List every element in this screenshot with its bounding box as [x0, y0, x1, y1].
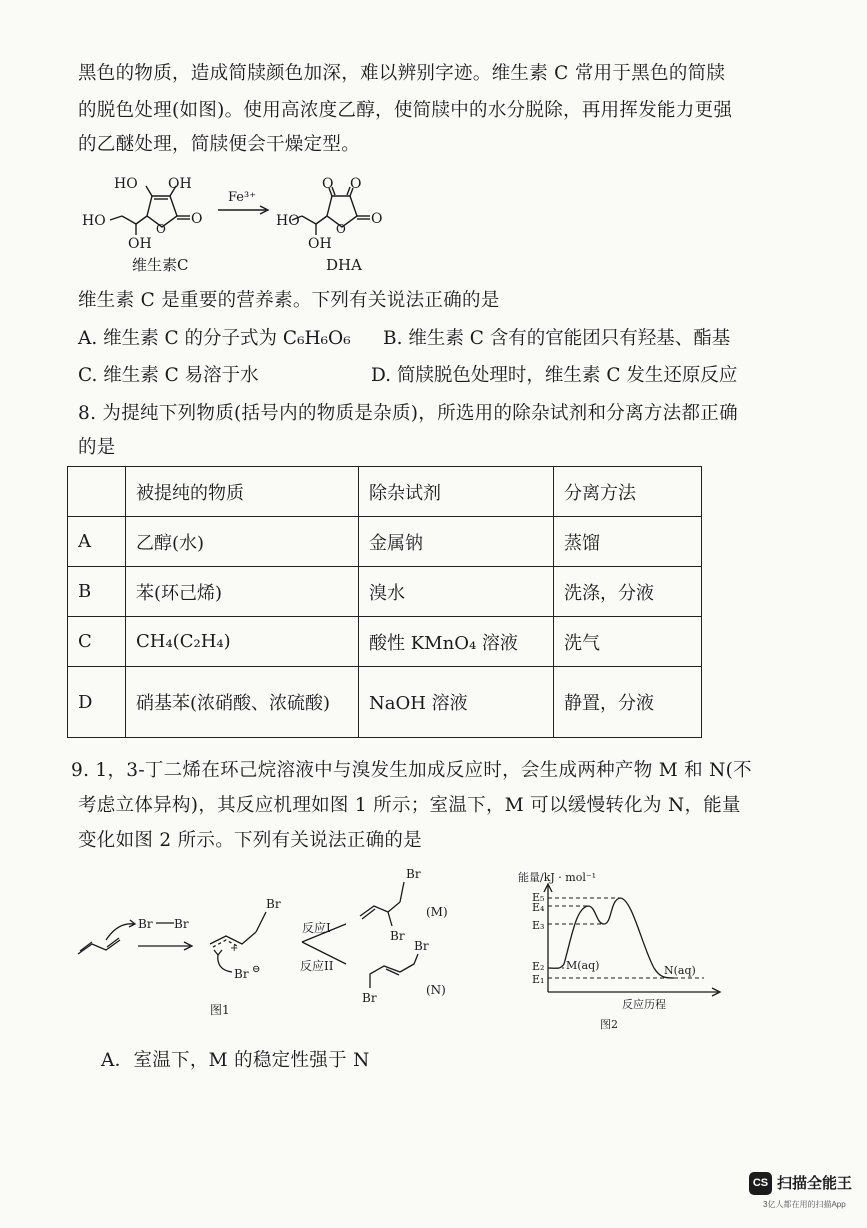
fig1-reaction-1: 反应I	[302, 921, 331, 935]
fig2-level-e4: E₄	[532, 901, 545, 914]
table-cell: 蒸馏	[554, 517, 702, 567]
fig1-br-2: Br	[174, 917, 189, 931]
q9-option-a: A．室温下，M 的稳定性强于 N	[101, 1050, 370, 1071]
table-cell: 酸性 KMnO₄ 溶液	[359, 617, 554, 667]
vc-oh-bottom: OH	[128, 236, 152, 252]
fig1-n-br-bottom: Br	[362, 991, 377, 1005]
table-cell: A	[68, 517, 126, 567]
fig1-reaction-2: 反应II	[300, 959, 334, 973]
fig2-level-e5: E₅	[532, 891, 545, 904]
dha-o-ring: O	[336, 222, 346, 236]
figure-1-mechanism	[70, 862, 470, 1028]
fig1-n-label: (N)	[426, 983, 446, 997]
table-cell: 溴水	[359, 567, 554, 617]
table-cell: 静置，分液	[554, 667, 702, 738]
fig1-br-1: Br	[138, 917, 153, 931]
table-row	[68, 567, 702, 617]
vc-o-carbonyl: O	[191, 211, 203, 227]
table-cell: 金属钠	[359, 517, 554, 567]
q9-stem-1: 9. 1，3-丁二烯在环己烷溶液中与溴发生加成反应时，会生成两种产物 M 和 N(不	[71, 760, 752, 781]
q7-stem: 维生素 C 是重要的营养素。下列有关说法正确的是	[78, 290, 500, 311]
fig2-caption: 图2	[600, 1018, 618, 1031]
dha-o2: O	[350, 176, 362, 192]
fig2-level-e2: E₂	[532, 960, 545, 973]
label-dha: DHA	[326, 256, 362, 274]
dha-o-carbonyl: O	[371, 211, 383, 227]
scanner-watermark	[749, 1168, 859, 1218]
fig2-n-label: N(aq)	[664, 964, 696, 977]
table-cell: C	[68, 617, 126, 667]
intro-line-2: 的脱色处理(如图)。使用高浓度乙醇，使简牍中的水分脱除，再用挥发能力更强	[78, 100, 733, 121]
fig2-level-e1: E₁	[532, 973, 545, 986]
fig2-y-label: 能量/kJ · mol⁻¹	[518, 871, 597, 884]
fig2-m-label: M(aq)	[566, 959, 600, 972]
table-cell: NaOH 溶液	[359, 667, 554, 738]
q9-stem-3: 变化如图 2 所示。下列有关说法正确的是	[78, 830, 423, 851]
table-cell: 洗气	[554, 617, 702, 667]
vc-o-ring: O	[156, 222, 166, 236]
intro-line-3: 的乙醚处理，简牍便会干燥定型。	[78, 134, 361, 155]
fig1-n-br-top: Br	[414, 939, 429, 953]
q7-option-a: A. 维生素 C 的分子式为 C₆H₆O₆	[78, 328, 351, 349]
watermark-name: 扫描全能王	[777, 1175, 853, 1192]
q8-stem-2: 的是	[78, 437, 116, 458]
q7-option-c: C. 维生素 C 易溶于水	[78, 365, 259, 386]
table-header-cell: 被提纯的物质	[126, 467, 359, 517]
vc-oh-top-right: OH	[168, 176, 192, 192]
fig1-br-top: Br	[266, 897, 281, 911]
fig1-m-label: (M)	[426, 905, 448, 919]
table-cell: 硝基苯(浓硝酸、浓硫酸)	[126, 667, 359, 738]
table-header-cell: 除杂试剂	[359, 467, 554, 517]
fig1-caption: 图1	[210, 1003, 230, 1017]
figure-2-energy-diagram	[504, 866, 734, 1036]
intro-line-1: 黑色的物质，造成简牍颜色加深，难以辨别字迹。维生素 C 常用于黑色的简牍	[78, 63, 726, 84]
fig1-plus-charge: +	[230, 943, 239, 954]
fig1-m-br-bottom: Br	[390, 929, 405, 943]
reagent-fe3: Fe³⁺	[228, 190, 257, 205]
fig1-m-br-top: Br	[406, 867, 421, 881]
table-cell: CH₄(C₂H₄)	[126, 617, 359, 667]
fig2-x-label: 反应历程	[622, 998, 666, 1011]
table-header-cell	[68, 467, 126, 517]
q8-stem-1: 8. 为提纯下列物质(括号内的物质是杂质)，所选用的除杂试剂和分离方法都正确	[78, 403, 738, 424]
dha-oh: OH	[308, 236, 332, 252]
q7-option-b: B. 维生素 C 含有的官能团只有羟基、酯基	[383, 328, 731, 349]
table-cell: B	[68, 567, 126, 617]
label-vitamin-c: 维生素C	[132, 256, 189, 274]
table-header-cell: 分离方法	[554, 467, 702, 517]
table-header-row	[68, 467, 702, 517]
table-row	[68, 617, 702, 667]
table-cell: 苯(环己烯)	[126, 567, 359, 617]
table-cell: D	[68, 667, 126, 738]
vitamin-c-reaction-scheme	[70, 168, 410, 278]
table-cell: 洗涤，分液	[554, 567, 702, 617]
watermark-subtitle: 3亿人都在用的扫描App	[763, 1200, 846, 1209]
purification-table	[67, 466, 702, 738]
dha-o1: O	[322, 176, 334, 192]
vc-oh-top-left: HO	[114, 176, 138, 192]
q9-stem-2: 考虑立体异构)，其反应机理如图 1 所示；室温下，M 可以缓慢转化为 N，能量	[78, 795, 741, 816]
table-cell: 乙醇(水)	[126, 517, 359, 567]
dha-ho: HO	[276, 213, 300, 229]
table-row	[68, 517, 702, 567]
fig1-minus-charge: ⊖	[252, 964, 261, 975]
q7-option-d: D. 简牍脱色处理时，维生素 C 发生还原反应	[371, 365, 738, 386]
fig1-br-minus: Br	[234, 967, 249, 981]
table-row	[68, 667, 702, 738]
vc-ho-left: HO	[82, 213, 106, 229]
fig2-level-e3: E₃	[532, 919, 545, 932]
camscanner-logo-icon: CS	[749, 1172, 772, 1195]
